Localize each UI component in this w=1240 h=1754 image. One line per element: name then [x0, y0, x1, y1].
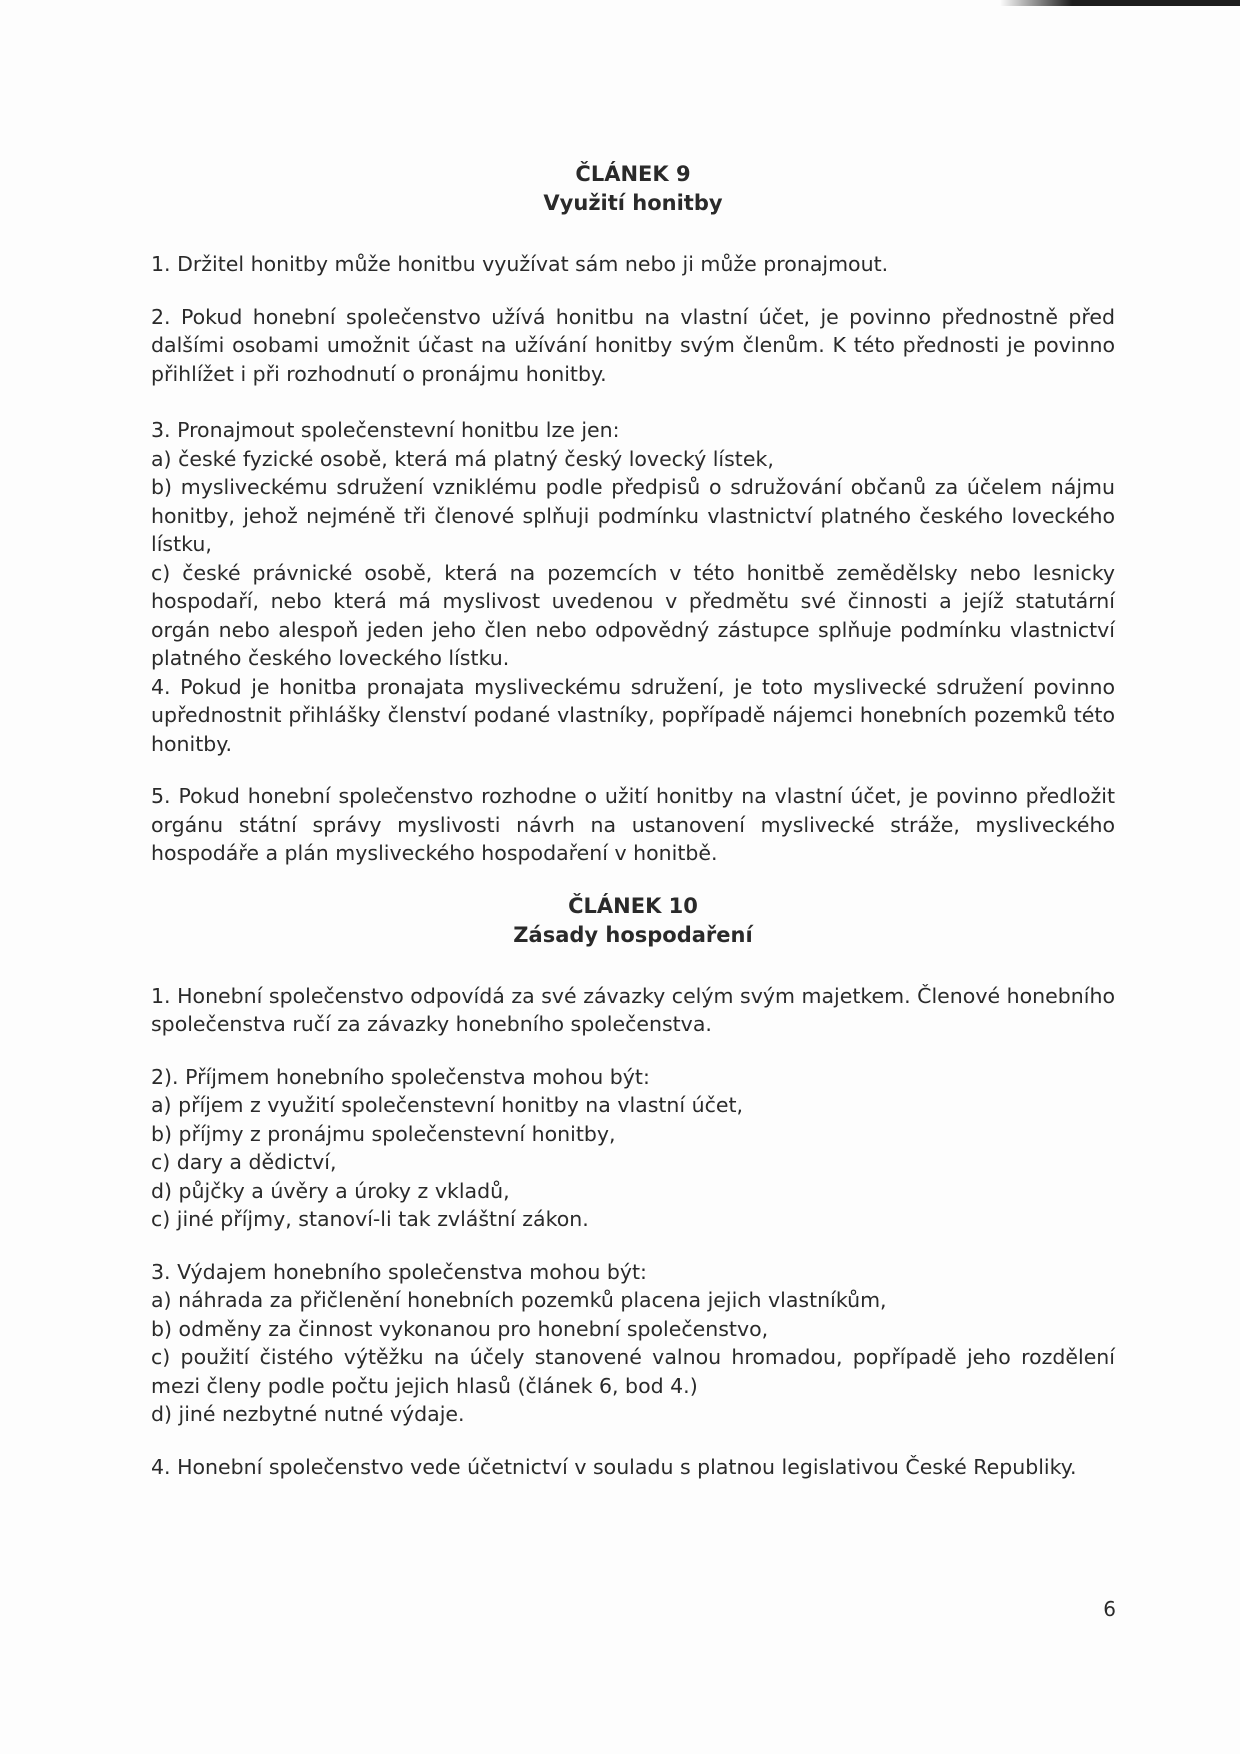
article-10-paragraph-2-intro: 2). Příjmem honebního společenstva mohou být:: [151, 1064, 650, 1089]
article-9-paragraph-5: 5. Pokud honební společenstvo rozhodne o užití honitby na vlastní účet, je povinno předložit orgánu státní správy myslivosti návrh na ustanovení myslivecké stráže, mysliveckého hospodáře a plán mysliveckého hospodaření v honitbě.: [151, 784, 1115, 865]
article-10-paragraph-2-item-b: b) příjmy z pronájmu společenstevní honitby,: [151, 1121, 616, 1146]
article-9-paragraph-2: 2. Pokud honební společenstvo užívá honitbu na vlastní účet, je povinno přednostně před dalšími osobami umožnit účast na užívání honitby svým členům. K této přednosti je povinno přihlížet i při rozhodnutí o pronájmu honitby.: [151, 304, 1115, 386]
article-10-paragraph-2-item-a: a) příjem z využití společenstevní honitby na vlastní účet,: [151, 1093, 744, 1117]
article-10-paragraph-3-item-c: c) použití čistého výtěžku na účely stanovené valnou hromadou, popřípadě jeho rozdělení mezi členy podle počtu jejich hlasů (článek 6, bod 4.): [151, 1345, 1115, 1398]
article-10-paragraph-1: 1. Honební společenstvo odpovídá za své závazky celým svým majetkem. Členové honebního společenstva ručí za závazky honebního společenstva.: [151, 983, 1115, 1036]
article-9-paragraph-3-item-a: a) české fyzické osobě, která má platný český lovecký lístek,: [151, 446, 774, 471]
article-10-heading: [151, 892, 1115, 950]
article-10-paragraph-2-item-e: c) jiné příjmy, stanoví-li tak zvláštní zákon.: [151, 1207, 589, 1231]
article-9-subtitle: Využití honitby: [543, 191, 723, 215]
scan-edge-shadow: [1000, 0, 1240, 6]
article-10-paragraph-3-intro: 3. Výdajem honebního společenstva mohou být:: [151, 1259, 647, 1284]
page-number: 6: [1103, 1597, 1116, 1621]
article-9-paragraph-3-item-c: c) české právnické osobě, která na pozemcích v této honitbě zemědělsky nebo lesnicky hospodaří, nebo která má myslivost uvedenou v předmětu své činnosti a jejíž statutární orgán nebo alespoň jeden jeho člen nebo odpovědný zástupce splňuje podmínku vlastnictví platného českého loveckého lístku.: [151, 560, 1115, 670]
article-10-paragraph-3-item-a: a) náhrada za přičlenění honebních pozemků placena jejich vlastníkům,: [151, 1288, 887, 1312]
article-9-paragraph-1: 1. Držitel honitby může honitbu využívat sám nebo ji může pronajmout.: [151, 252, 889, 276]
article-10-subtitle: Zásady hospodaření: [513, 922, 753, 947]
article-9-paragraph-3-item-b: b) mysliveckému sdružení vzniklému podle předpisů o sdružování občanů za účelem nájmu honitby, jehož nejméně tři členové splňuji podmínku vlastnictví platného českého loveckého lístku,: [151, 475, 1115, 556]
article-10-paragraph-4: 4. Honební společenstvo vede účetnictví v souladu s platnou legislativou České Republiky.: [151, 1454, 1077, 1479]
article-10-paragraph-2-item-d: d) půjčky a úvěry a úroky z vkladů,: [151, 1178, 510, 1203]
article-10-paragraph-2-item-c: c) dary a dědictví,: [151, 1150, 337, 1174]
article-9-title: ČLÁNEK 9: [575, 162, 691, 186]
article-9-heading: [151, 160, 1115, 218]
article-10-title: ČLÁNEK 10: [568, 893, 698, 918]
article-10-paragraph-3-item-b: b) odměny za činnost vykonanou pro honební společenstvo,: [151, 1316, 769, 1341]
article-9-paragraph-4: 4. Pokud je honitba pronajata mysliveckému sdružení, je toto myslivecké sdružení povinno upřednostnit přihlášky členství podané vlastníky, popřípadě nájemci honebních pozemků této honitby.: [151, 674, 1115, 756]
document-body: [151, 160, 1115, 1481]
article-10-paragraph-3-item-d: d) jiné nezbytné nutné výdaje.: [151, 1402, 465, 1426]
article-9-paragraph-3-intro: 3. Pronajmout společenstevní honitbu lze jen:: [151, 418, 620, 442]
